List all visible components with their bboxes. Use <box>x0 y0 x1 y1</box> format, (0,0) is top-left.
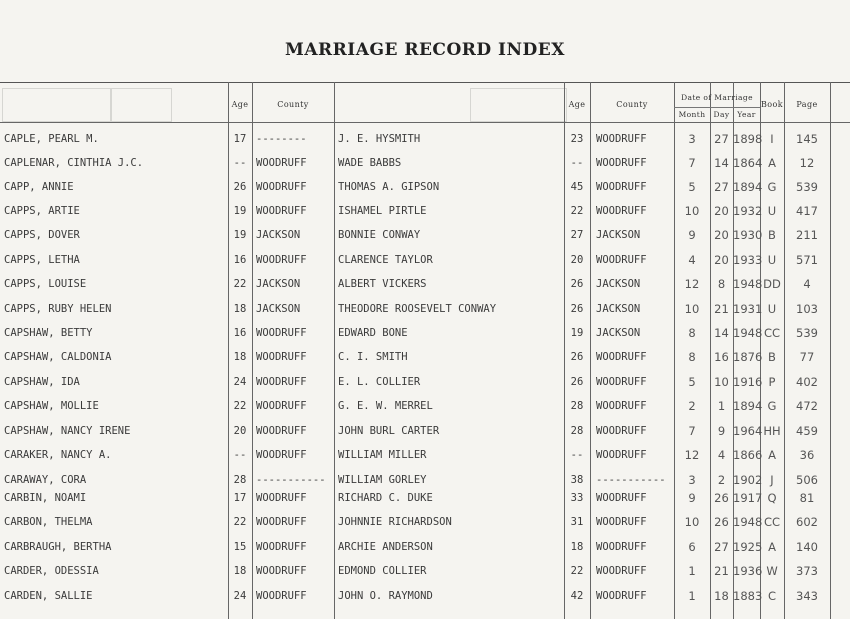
groom-age: 28 <box>570 425 584 437</box>
marriage-year: 1931 <box>733 302 763 316</box>
marriage-year: 1894 <box>733 399 763 413</box>
bride-county: WOODRUFF <box>256 449 307 461</box>
top-rule <box>0 82 850 83</box>
bride-county: -------- <box>256 133 307 145</box>
book: CC <box>763 326 781 340</box>
bride-county: WOODRUFF <box>256 541 307 553</box>
groom-name: ALBERT VICKERS <box>338 278 427 290</box>
bride-name: CAPSHAW, IDA <box>4 376 80 388</box>
book: P <box>768 375 776 389</box>
table-row <box>0 152 850 176</box>
marriage-month: 1 <box>688 589 696 603</box>
bride-county: WOODRUFF <box>256 254 307 266</box>
bride-age: 20 <box>233 425 247 437</box>
table-row <box>0 200 850 224</box>
table-row <box>0 298 850 322</box>
page-number: 77 <box>799 350 815 364</box>
table-row <box>0 511 850 535</box>
table-row <box>0 487 850 511</box>
groom-county: JACKSON <box>596 229 641 241</box>
page-number: 145 <box>796 132 818 146</box>
ghost-header-box <box>2 88 112 122</box>
table-row <box>0 444 850 468</box>
book: A <box>768 448 776 462</box>
groom-age: -- <box>570 157 584 169</box>
groom-name: THEODORE ROOSEVELT CONWAY <box>338 303 497 315</box>
bride-name: CAPP, ANNIE <box>4 181 74 193</box>
bride-age: 22 <box>233 516 247 528</box>
groom-age: 26 <box>570 278 584 290</box>
page-number: 343 <box>796 589 818 603</box>
bride-name: CAPSHAW, NANCY IRENE <box>4 425 131 437</box>
table-row <box>0 224 850 248</box>
bride-age: 17 <box>233 492 247 504</box>
header-groom-age: Age <box>568 99 586 109</box>
book: CC <box>763 515 781 529</box>
groom-county: WOODRUFF <box>596 376 647 388</box>
bride-county: WOODRUFF <box>256 181 307 193</box>
marriage-year: 1936 <box>733 564 763 578</box>
bride-age: 26 <box>233 181 247 193</box>
groom-county: WOODRUFF <box>596 157 647 169</box>
bride-county: JACKSON <box>256 278 301 290</box>
page-number: 459 <box>796 424 818 438</box>
groom-age: 31 <box>570 516 584 528</box>
groom-name: J. E. HYSMITH <box>338 133 421 145</box>
bride-name: CAPSHAW, CALDONIA <box>4 351 112 363</box>
page-number: 12 <box>799 156 815 170</box>
marriage-month: 4 <box>688 253 696 267</box>
book: C <box>767 589 777 603</box>
groom-name: WADE BABBS <box>338 157 402 169</box>
book: U <box>767 204 777 218</box>
page-number: 539 <box>796 180 818 194</box>
bride-age: 28 <box>233 474 247 486</box>
marriage-year: 1948 <box>733 515 763 529</box>
groom-name: EDWARD BONE <box>338 327 408 339</box>
marriage-year: 1894 <box>733 180 763 194</box>
marriage-year: 1866 <box>733 448 763 462</box>
marriage-month: 7 <box>688 156 696 170</box>
marriage-year: 1864 <box>733 156 763 170</box>
marriage-year: 1916 <box>733 375 763 389</box>
groom-county: WOODRUFF <box>596 590 647 602</box>
marriage-day: 27 <box>714 540 729 554</box>
bride-age: 16 <box>233 254 247 266</box>
groom-county: WOODRUFF <box>596 565 647 577</box>
header-rule <box>0 122 850 123</box>
bride-age: 22 <box>233 400 247 412</box>
bride-age: -- <box>233 449 247 461</box>
groom-name: EDMOND COLLIER <box>338 565 427 577</box>
bride-county: WOODRUFF <box>256 400 307 412</box>
bride-name: CARBIN, NOAMI <box>4 492 87 504</box>
marriage-day: 21 <box>714 302 729 316</box>
marriage-day: 1 <box>717 399 726 413</box>
table-row <box>0 371 850 395</box>
table-row <box>0 395 850 419</box>
page-number: 140 <box>796 540 818 554</box>
book: U <box>767 302 777 316</box>
bride-name: CAPSHAW, BETTY <box>4 327 93 339</box>
bride-age: 19 <box>233 229 247 241</box>
bride-name: CAPLENAR, CINTHIA J.C. <box>4 157 144 169</box>
marriage-day: 26 <box>714 491 729 505</box>
page-number: 402 <box>796 375 818 389</box>
bride-name: CAPPS, DOVER <box>4 229 80 241</box>
groom-name: ARCHIE ANDERSON <box>338 541 433 553</box>
bride-county: WOODRUFF <box>256 425 307 437</box>
groom-name: THOMAS A. GIPSON <box>338 181 440 193</box>
marriage-year: 1898 <box>733 132 763 146</box>
marriage-day: 10 <box>714 375 729 389</box>
bride-county: WOODRUFF <box>256 327 307 339</box>
book: G <box>767 180 777 194</box>
marriage-day: 4 <box>717 448 726 462</box>
table-row <box>0 128 850 152</box>
bride-age: 18 <box>233 303 247 315</box>
groom-age: 38 <box>570 474 584 486</box>
page-number: 36 <box>799 448 815 462</box>
bride-county: WOODRUFF <box>256 516 307 528</box>
groom-name: JOHN BURL CARTER <box>338 425 440 437</box>
bride-age: 24 <box>233 590 247 602</box>
book: Q <box>767 491 777 505</box>
marriage-year: 1876 <box>733 350 763 364</box>
groom-age: 26 <box>570 351 584 363</box>
bride-age: 18 <box>233 565 247 577</box>
bride-county: WOODRUFF <box>256 492 307 504</box>
bride-name: CAPPS, LETHA <box>4 254 80 266</box>
marriage-year: 1948 <box>733 277 763 291</box>
groom-name: JOHN O. RAYMOND <box>338 590 433 602</box>
groom-county: JACKSON <box>596 278 641 290</box>
marriage-day: 2 <box>717 473 726 487</box>
marriage-month: 12 <box>684 277 700 291</box>
table-row <box>0 249 850 273</box>
bride-age: 15 <box>233 541 247 553</box>
marriage-month: 10 <box>684 204 700 218</box>
book: W <box>766 564 778 578</box>
groom-county: WOODRUFF <box>596 254 647 266</box>
page-title: MARRIAGE RECORD INDEX <box>285 40 565 60</box>
groom-county: ----------- <box>596 474 666 486</box>
groom-age: 27 <box>570 229 584 241</box>
marriage-month: 8 <box>688 326 696 340</box>
groom-age: 42 <box>570 590 584 602</box>
marriage-day: 16 <box>714 350 729 364</box>
groom-county: WOODRUFF <box>596 449 647 461</box>
groom-age: 26 <box>570 376 584 388</box>
groom-county: JACKSON <box>596 327 641 339</box>
marriage-day: 26 <box>714 515 729 529</box>
header-page: Page <box>796 99 818 109</box>
bride-name: CAPSHAW, MOLLIE <box>4 400 99 412</box>
bride-name: CARAWAY, CORA <box>4 474 87 486</box>
groom-age: 19 <box>570 327 584 339</box>
groom-county: WOODRUFF <box>596 516 647 528</box>
book: B <box>768 228 776 242</box>
marriage-year: 1948 <box>733 326 763 340</box>
header-county: County <box>277 99 309 109</box>
book: HH <box>763 424 781 438</box>
groom-county: WOODRUFF <box>596 541 647 553</box>
page-number: 4 <box>803 277 811 291</box>
groom-name: C. I. SMITH <box>338 351 408 363</box>
bride-name: CARBON, THELMA <box>4 516 93 528</box>
header-year: Year <box>737 110 756 119</box>
bride-name: CARBRAUGH, BERTHA <box>4 541 112 553</box>
groom-county: WOODRUFF <box>596 133 647 145</box>
groom-county: WOODRUFF <box>596 351 647 363</box>
marriage-year: 1917 <box>733 491 763 505</box>
bride-county: JACKSON <box>256 229 301 241</box>
groom-county: WOODRUFF <box>596 400 647 412</box>
groom-name: WILLIAM GORLEY <box>338 474 427 486</box>
marriage-month: 9 <box>688 491 696 505</box>
groom-county: WOODRUFF <box>596 425 647 437</box>
book: I <box>770 132 774 146</box>
marriage-day: 27 <box>714 180 729 194</box>
table-row <box>0 560 850 584</box>
marriage-month: 2 <box>688 399 696 413</box>
marriage-year: 1932 <box>733 204 763 218</box>
table-row <box>0 322 850 346</box>
groom-name: WILLIAM MILLER <box>338 449 427 461</box>
groom-age: 18 <box>570 541 584 553</box>
page-number: 373 <box>796 564 818 578</box>
marriage-month: 6 <box>688 540 696 554</box>
marriage-day: 27 <box>714 132 729 146</box>
page-number: 81 <box>799 491 815 505</box>
marriage-day: 18 <box>714 589 729 603</box>
header-month: Month <box>678 110 706 119</box>
marriage-month: 10 <box>684 302 700 316</box>
ghost-header-box <box>110 88 172 122</box>
bride-age: 18 <box>233 351 247 363</box>
bride-name: CAPLE, PEARL M. <box>4 133 99 145</box>
header-groom-county: County <box>616 99 648 109</box>
groom-age: 20 <box>570 254 584 266</box>
table-row <box>0 585 850 609</box>
marriage-day: 14 <box>714 326 729 340</box>
bride-name: CAPPS, ARTIE <box>4 205 80 217</box>
groom-county: WOODRUFF <box>596 181 647 193</box>
ghost-header-box <box>470 88 567 122</box>
groom-age: 22 <box>570 565 584 577</box>
bride-county: JACKSON <box>256 303 301 315</box>
bride-county: WOODRUFF <box>256 565 307 577</box>
groom-name: JOHNNIE RICHARDSON <box>338 516 452 528</box>
bride-name: CAPPS, RUBY HELEN <box>4 303 112 315</box>
groom-county: JACKSON <box>596 303 641 315</box>
groom-name: E. L. COLLIER <box>338 376 421 388</box>
book: J <box>770 473 774 487</box>
page-number: 211 <box>796 228 818 242</box>
bride-name: CAPPS, LOUISE <box>4 278 87 290</box>
bride-county: WOODRUFF <box>256 376 307 388</box>
marriage-month: 3 <box>688 132 696 146</box>
table-row <box>0 346 850 370</box>
groom-name: BONNIE CONWAY <box>338 229 421 241</box>
table-row <box>0 273 850 297</box>
marriage-year: 1902 <box>733 473 763 487</box>
groom-county: WOODRUFF <box>596 492 647 504</box>
marriage-month: 3 <box>688 473 696 487</box>
marriage-day: 21 <box>714 564 729 578</box>
bride-age: 19 <box>233 205 247 217</box>
groom-age: 45 <box>570 181 584 193</box>
marriage-month: 8 <box>688 350 696 364</box>
page-number: 571 <box>796 253 818 267</box>
header-day: Day <box>713 110 730 119</box>
marriage-month: 12 <box>684 448 700 462</box>
marriage-month: 1 <box>688 564 696 578</box>
page-number: 472 <box>796 399 818 413</box>
marriage-month: 9 <box>688 228 696 242</box>
book: DD <box>763 277 781 291</box>
bride-age: 22 <box>233 278 247 290</box>
bride-name: CARDER, ODESSIA <box>4 565 99 577</box>
bride-age: -- <box>233 157 247 169</box>
marriage-day: 20 <box>714 204 729 218</box>
header-age: Age <box>231 99 249 109</box>
header-book: Book <box>761 99 783 109</box>
marriage-year: 1883 <box>733 589 763 603</box>
page-number: 506 <box>796 473 818 487</box>
groom-age: 33 <box>570 492 584 504</box>
table-row <box>0 176 850 200</box>
marriage-year: 1933 <box>733 253 763 267</box>
table-row <box>0 536 850 560</box>
bride-name: CARAKER, NANCY A. <box>4 449 112 461</box>
bride-county: ----------- <box>256 474 326 486</box>
bride-name: CARDEN, SALLIE <box>4 590 93 602</box>
book: B <box>768 350 776 364</box>
bride-county: WOODRUFF <box>256 590 307 602</box>
marriage-year: 1925 <box>733 540 763 554</box>
bride-age: 17 <box>233 133 247 145</box>
marriage-day: 9 <box>717 424 726 438</box>
page-number: 602 <box>796 515 818 529</box>
marriage-month: 5 <box>688 180 696 194</box>
marriage-day: 20 <box>714 228 729 242</box>
header-date-of-marriage: Date of Marriage <box>681 92 753 102</box>
groom-age: 26 <box>570 303 584 315</box>
groom-name: RICHARD C. DUKE <box>338 492 433 504</box>
bride-age: 16 <box>233 327 247 339</box>
table-row <box>0 420 850 444</box>
groom-age: 23 <box>570 133 584 145</box>
bride-county: WOODRUFF <box>256 205 307 217</box>
bride-county: WOODRUFF <box>256 351 307 363</box>
groom-age: -- <box>570 449 584 461</box>
page-number: 417 <box>796 204 818 218</box>
bride-age: 24 <box>233 376 247 388</box>
book: A <box>768 540 776 554</box>
marriage-day: 8 <box>717 277 726 291</box>
marriage-year: 1930 <box>733 228 763 242</box>
marriage-year: 1964 <box>733 424 763 438</box>
groom-age: 28 <box>570 400 584 412</box>
page-number: 539 <box>796 326 818 340</box>
book: A <box>768 156 776 170</box>
marriage-day: 14 <box>714 156 729 170</box>
marriage-day: 20 <box>714 253 729 267</box>
marriage-month: 5 <box>688 375 696 389</box>
book: U <box>767 253 777 267</box>
page-number: 103 <box>796 302 818 316</box>
marriage-month: 10 <box>684 515 700 529</box>
groom-name: G. E. W. MERREL <box>338 400 433 412</box>
groom-age: 22 <box>570 205 584 217</box>
groom-name: CLARENCE TAYLOR <box>338 254 433 266</box>
marriage-month: 7 <box>688 424 696 438</box>
bride-county: WOODRUFF <box>256 157 307 169</box>
book: G <box>767 399 777 413</box>
groom-county: WOODRUFF <box>596 205 647 217</box>
groom-name: ISHAMEL PIRTLE <box>338 205 427 217</box>
